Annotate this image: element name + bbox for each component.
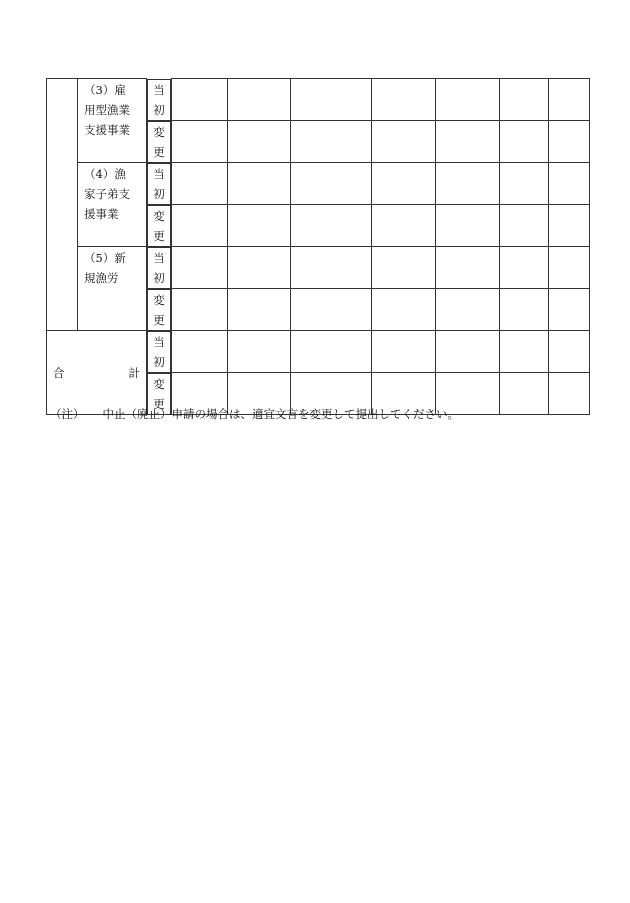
table-cell[interactable]	[549, 373, 590, 415]
table-cell[interactable]	[436, 79, 500, 121]
subsidy-item-4-label: （4）漁 家子弟支 援事業	[78, 163, 147, 247]
table-cell[interactable]	[549, 247, 590, 289]
changed-label: 変 更	[147, 289, 171, 331]
table-cell[interactable]	[172, 205, 228, 247]
table-cell[interactable]	[228, 79, 291, 121]
table-cell[interactable]	[436, 331, 500, 373]
table-cell[interactable]	[291, 79, 372, 121]
table-cell[interactable]	[500, 247, 549, 289]
table-cell[interactable]	[436, 247, 500, 289]
initial-label: 当 初	[147, 247, 171, 289]
table-cell[interactable]	[372, 247, 436, 289]
table-cell[interactable]	[500, 121, 549, 163]
table-cell[interactable]	[549, 121, 590, 163]
table-cell[interactable]	[291, 247, 372, 289]
table-cell[interactable]	[549, 289, 590, 331]
table-cell[interactable]	[291, 331, 372, 373]
table-cell[interactable]	[372, 289, 436, 331]
table-cell[interactable]	[228, 205, 291, 247]
table-cell[interactable]	[228, 163, 291, 205]
table-cell[interactable]	[500, 331, 549, 373]
subsidy-item-5-label: （5）新 規漁労	[78, 247, 147, 331]
table-row	[47, 79, 590, 121]
table-row	[47, 163, 590, 205]
table-cell[interactable]	[372, 121, 436, 163]
footnote-text: 中止（廃止）申請の場合は、適宜文言を変更して提出してください。	[102, 407, 459, 421]
table-cell[interactable]	[372, 205, 436, 247]
table-cell[interactable]	[500, 289, 549, 331]
table-cell[interactable]	[500, 205, 549, 247]
table-cell[interactable]	[549, 205, 590, 247]
table-cell[interactable]	[549, 79, 590, 121]
table-cell[interactable]	[549, 163, 590, 205]
footnote-prefix: （注）	[50, 407, 85, 421]
total-label: 合 計	[47, 331, 147, 415]
initial-label: 当 初	[147, 79, 171, 121]
table-cell[interactable]	[500, 79, 549, 121]
table-cell[interactable]	[500, 373, 549, 415]
table-cell[interactable]	[228, 289, 291, 331]
table-cell[interactable]	[372, 79, 436, 121]
table-row	[47, 331, 590, 373]
table-cell[interactable]	[172, 289, 228, 331]
table-cell[interactable]	[436, 163, 500, 205]
table-cell[interactable]	[172, 121, 228, 163]
table-cell[interactable]	[291, 121, 372, 163]
changed-label: 変 更	[147, 373, 171, 415]
initial-label: 当 初	[147, 331, 171, 373]
table-cell[interactable]	[291, 289, 372, 331]
footnote	[50, 406, 459, 422]
budget-table	[46, 78, 590, 415]
table-cell[interactable]	[172, 163, 228, 205]
table-cell[interactable]	[228, 331, 291, 373]
group-cell	[47, 79, 78, 331]
initial-label: 当 初	[147, 163, 171, 205]
table-cell[interactable]	[228, 247, 291, 289]
table-cell[interactable]	[172, 79, 228, 121]
table-cell[interactable]	[172, 331, 228, 373]
table-cell[interactable]	[172, 247, 228, 289]
table-cell[interactable]	[500, 163, 549, 205]
table-cell[interactable]	[228, 121, 291, 163]
table-cell[interactable]	[436, 205, 500, 247]
table-row	[47, 247, 590, 289]
table-cell[interactable]	[291, 163, 372, 205]
table-cell[interactable]	[291, 205, 372, 247]
table-cell[interactable]	[372, 163, 436, 205]
table-cell[interactable]	[436, 289, 500, 331]
changed-label: 変 更	[147, 205, 171, 247]
table-cell[interactable]	[549, 331, 590, 373]
subsidy-item-3-label: （3）雇 用型漁業 支援事業	[78, 79, 147, 163]
table-cell[interactable]	[436, 121, 500, 163]
table-cell[interactable]	[372, 331, 436, 373]
changed-label: 変 更	[147, 121, 171, 163]
